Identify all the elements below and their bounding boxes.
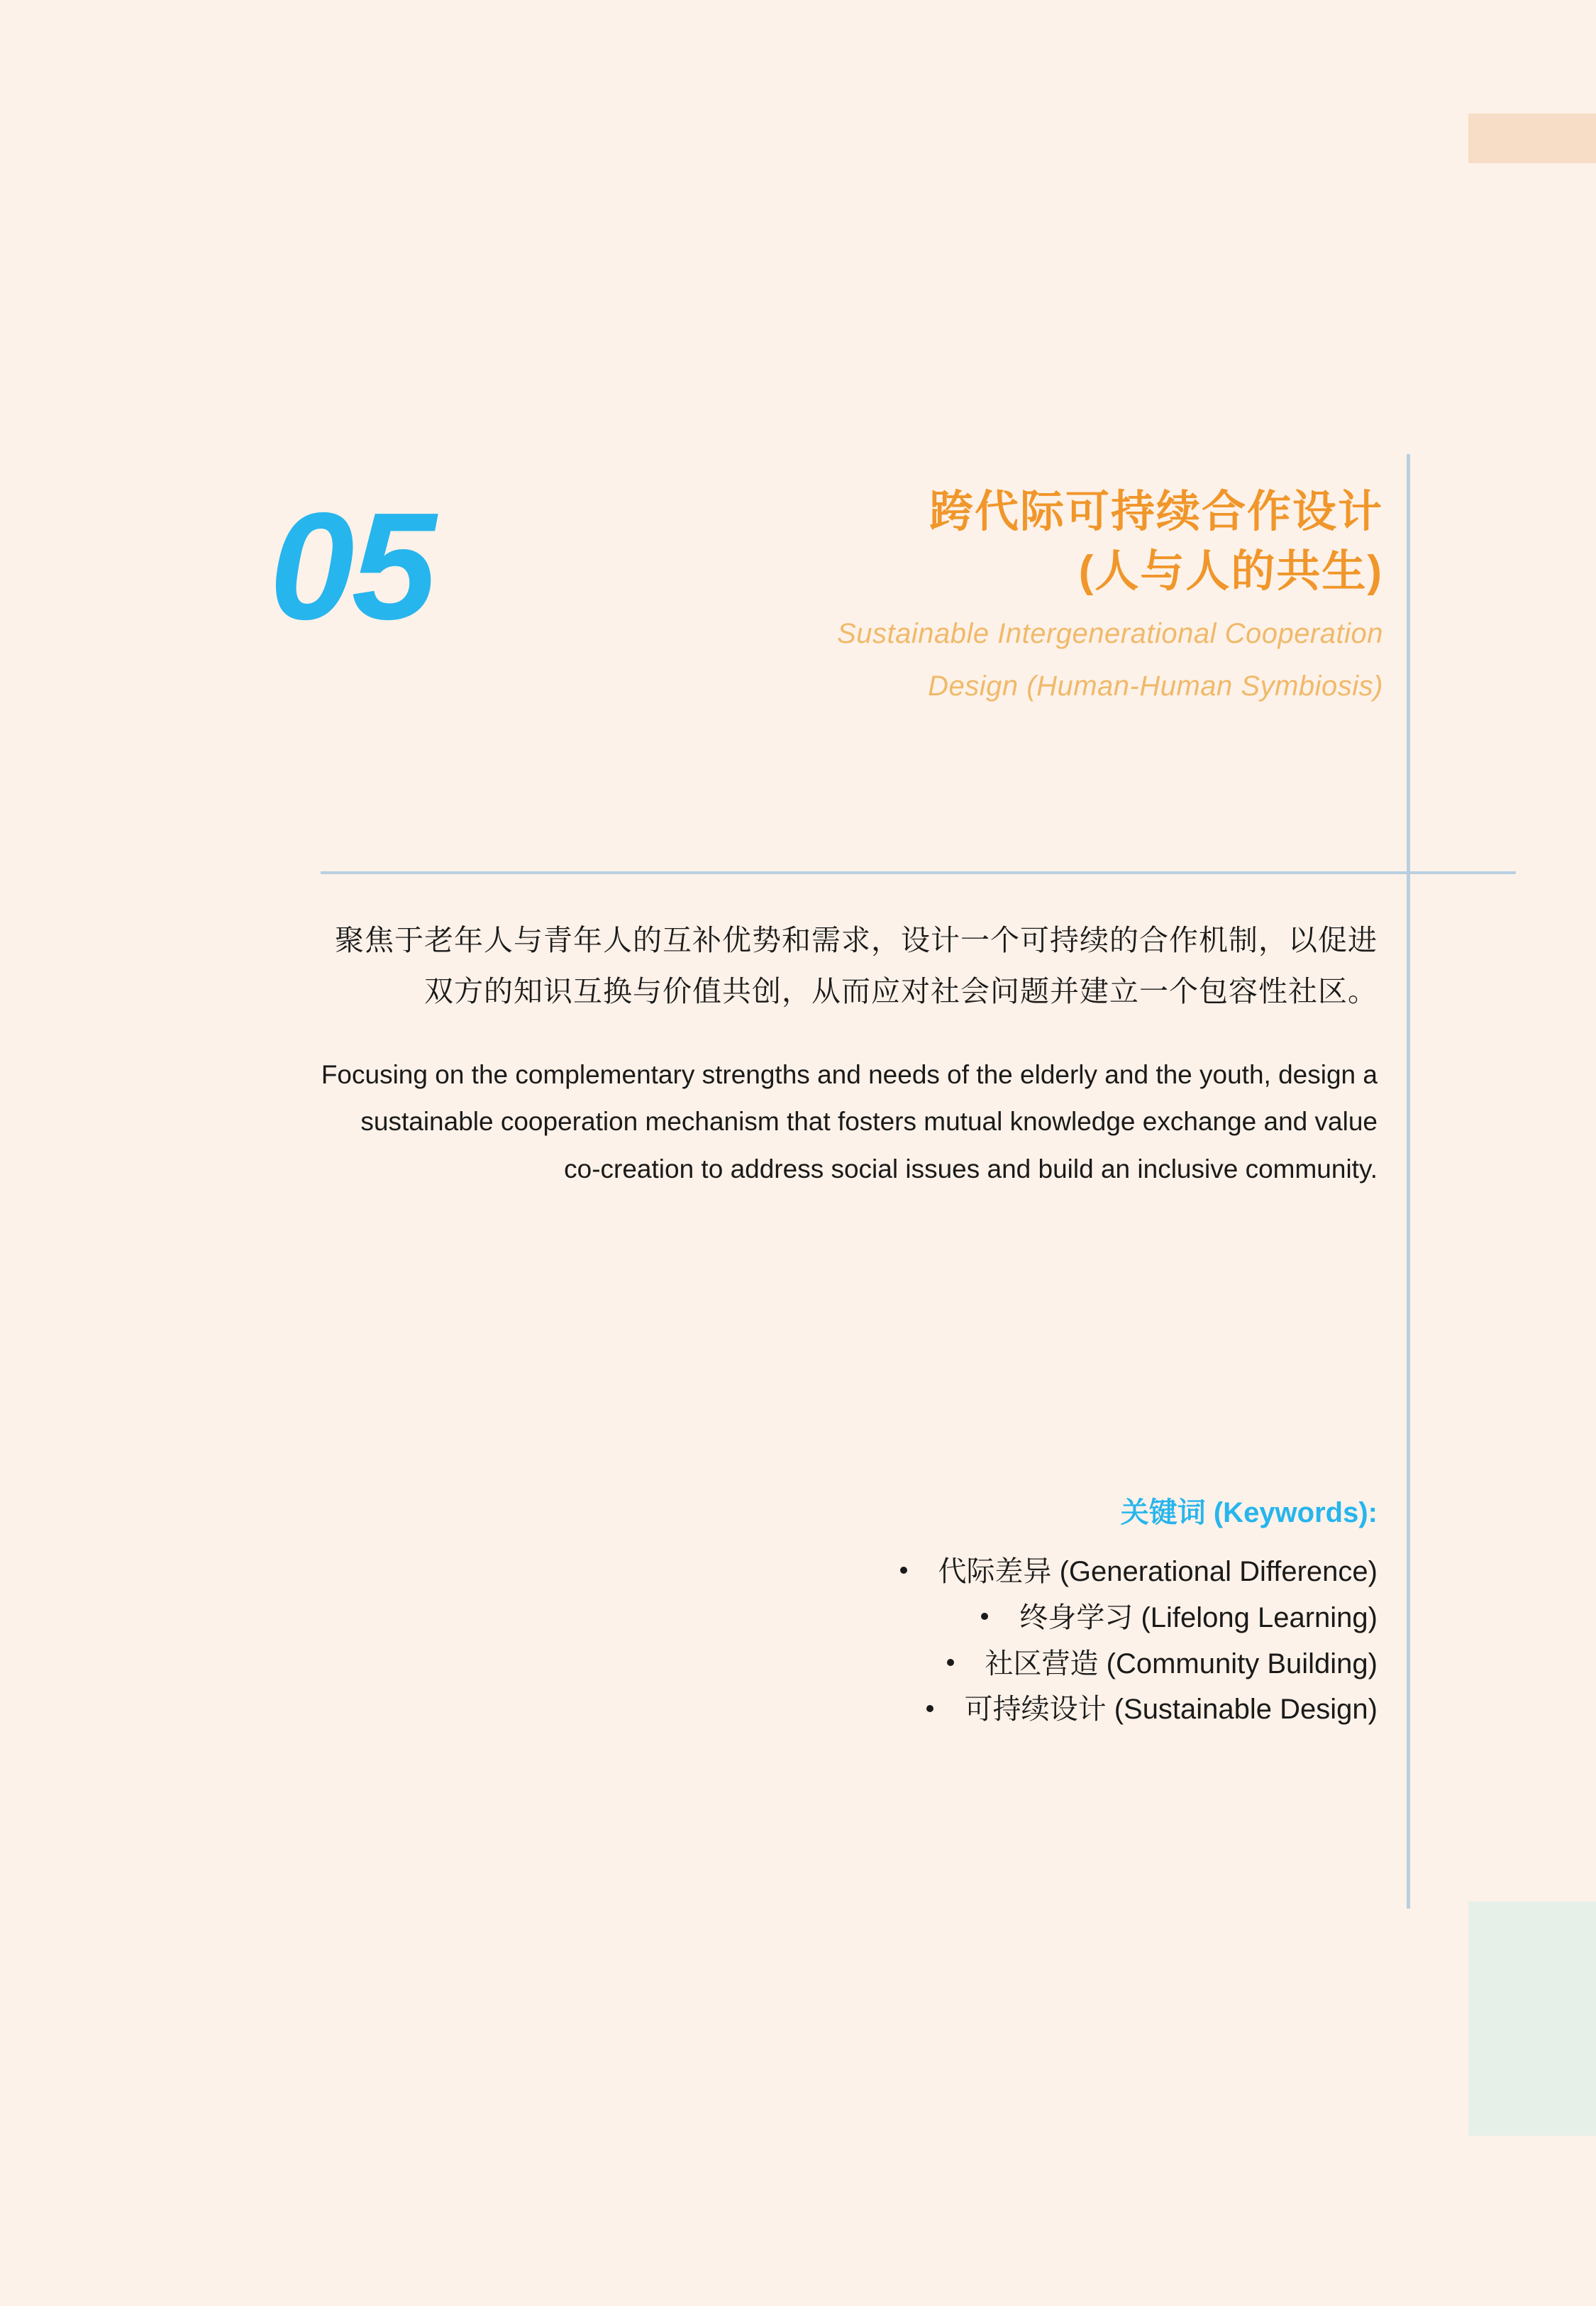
keywords-block bbox=[321, 1490, 1378, 1733]
list-item bbox=[321, 1687, 1378, 1733]
bullet-icon bbox=[900, 1567, 907, 1574]
list-item bbox=[321, 1641, 1378, 1687]
keyword-label: 代际差异 (Generational Difference) bbox=[938, 1556, 1378, 1587]
list-item bbox=[321, 1595, 1378, 1641]
section-title-en-line2: Design (Human-Human Symbiosis) bbox=[928, 671, 1383, 702]
bullet-icon bbox=[981, 1613, 988, 1620]
vertical-divider bbox=[1407, 454, 1410, 1909]
section-title-cn-line2: (人与人的共生) bbox=[1078, 546, 1383, 596]
title-block bbox=[553, 482, 1404, 706]
body-block bbox=[321, 915, 1378, 1193]
paragraph-english: Focusing on the complementary strengths and needs of the elderly and the youth, design a sustainable cooperation mechanism that fosters mutual knowledge exchange and value co-creation to address social issues and build an inclusive community. bbox=[321, 1059, 1378, 1184]
keywords-heading: 关键词 (Keywords): bbox=[1120, 1497, 1378, 1528]
bullet-icon bbox=[947, 1659, 954, 1666]
bullet-icon bbox=[926, 1705, 933, 1712]
list-item bbox=[321, 1549, 1378, 1595]
section-title-en-line1: Sustainable Intergenerational Cooperation bbox=[837, 618, 1383, 650]
section-title-cn-line1: 跨代际可持续合作设计 bbox=[929, 487, 1383, 536]
keyword-label: 可持续设计 (Sustainable Design) bbox=[964, 1694, 1378, 1726]
keyword-label: 终身学习 (Lifelong Learning) bbox=[1019, 1601, 1378, 1633]
horizontal-divider bbox=[321, 871, 1516, 874]
keyword-list bbox=[321, 1549, 1378, 1733]
paragraph-chinese: 聚焦于老年人与青年人的互补优势和需求，设计一个可持续的合作机制，以促进双方的知识互换与价值共创，从而应对社会问题并建立一个包容性社区。 bbox=[335, 924, 1378, 1008]
decorative-block-bottom-right bbox=[1468, 1902, 1596, 2136]
decorative-block-top-right bbox=[1468, 114, 1596, 163]
section-header bbox=[270, 482, 1404, 706]
section-number: 05 bbox=[270, 480, 434, 651]
keyword-label: 社区营造 (Community Building) bbox=[985, 1648, 1378, 1679]
